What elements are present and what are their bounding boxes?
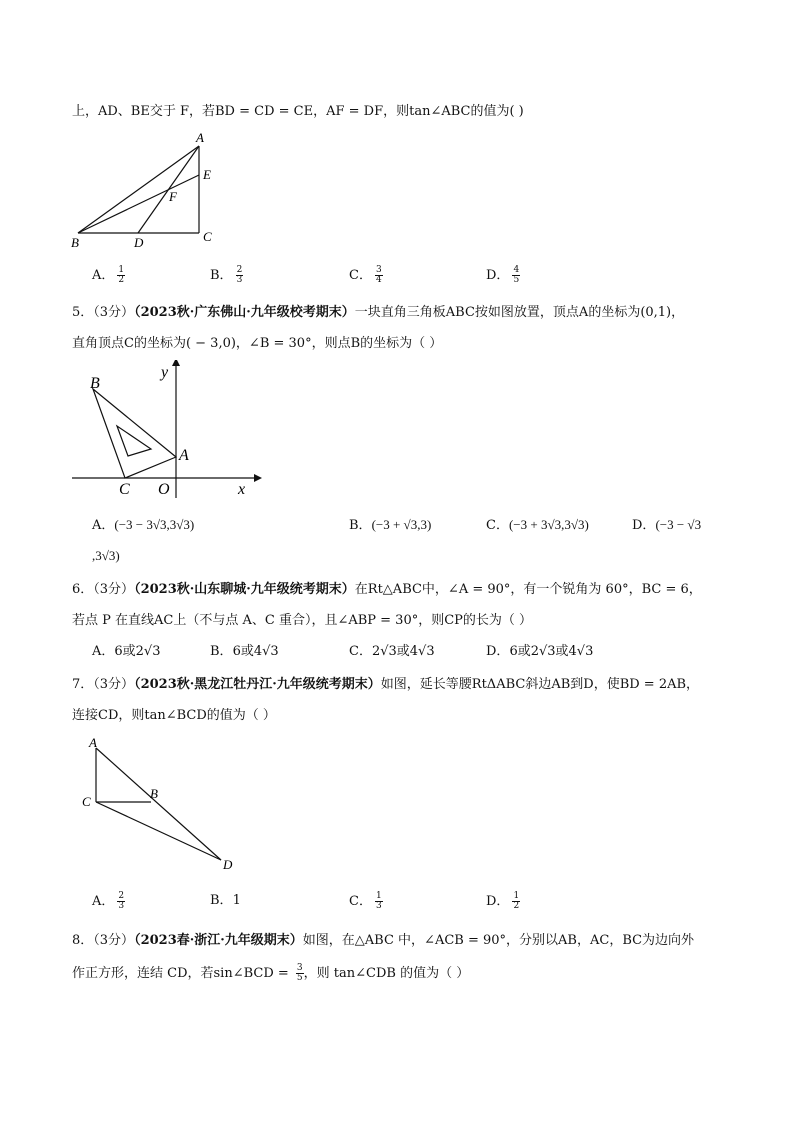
q4-stem: 上，AD、BE交于 F，若BD = CD = CE，AF = DF，则tan∠ABC的值为( ) <box>72 104 524 119</box>
q5-y-arrow <box>172 360 180 366</box>
q5-x-arrow <box>254 474 262 482</box>
q4-option-a[interactable]: A． $\frac{1}{2}$ <box>92 265 125 285</box>
q7-label-d: D <box>223 857 233 872</box>
q8-stem-line2: 作正方形，连结 CD，若sin∠BCD = $\frac{3}{5}$ ，则 tan∠CDB 的值为（ ） <box>72 963 470 983</box>
q7-label-b: B <box>150 786 158 801</box>
q7-figure <box>78 734 238 874</box>
q6-stem-line1: 6．（3分）（2023秋·山东聊城·九年级统考期末）在Rt△ABC中，∠A = 90°，有一个锐角为 60°，BC = 6， <box>72 582 702 597</box>
q5-stem-line2: 直角顶点C的坐标为( − 3,0)，∠B = 30°，则点B的坐标为（ ） <box>72 336 443 351</box>
q5-label-b: B <box>90 375 100 392</box>
q7-option-b[interactable]: B．1 <box>210 893 241 908</box>
q4-figure <box>68 128 228 250</box>
q5-option-b[interactable]: B．(−3 + √3,3) <box>349 517 432 533</box>
q7-option-d[interactable]: D． $\frac{1}{2}$ <box>486 891 520 911</box>
q7-stem-line2: 连接CD，则tan∠BCD的值为（ ） <box>72 708 276 723</box>
q5-stem-line1: 5．（3分）（2023秋·广东佛山·九年级校考期末）一块直角三角板ABC按如图放置，顶点A的坐标为(0,1)， <box>72 305 685 320</box>
q7-option-c[interactable]: C． $\frac{1}{3}$ <box>349 891 382 911</box>
q5-option-c[interactable]: C．(−3 + 3√3,3√3) <box>486 517 589 533</box>
q4-label-e: E <box>203 167 211 182</box>
q5-figure <box>68 360 268 500</box>
q5-triangle-inner <box>117 426 151 456</box>
q5-label-a: A <box>179 447 189 464</box>
q4-label-b: B <box>71 235 79 250</box>
q4-option-b[interactable]: B． $\frac{2}{3}$ <box>210 265 243 285</box>
q5-option-d[interactable]: D．(−3 − √3 <box>632 517 702 533</box>
q6-option-c[interactable]: C．2√3或4√3 <box>349 644 435 659</box>
q7-label-a: A <box>89 735 97 750</box>
q4-segment-ba <box>78 146 199 233</box>
q5-label-o: O <box>158 481 170 498</box>
q6-option-d[interactable]: D．6或2√3或4√3 <box>486 644 594 659</box>
q6-option-b[interactable]: B．6或4√3 <box>210 644 279 659</box>
q7-stem-line1: 7．（3分）（2023秋·黑龙江牡丹江·九年级统考期末）如图，延长等腰RtΔABC斜边AB到D，使BD = 2AB， <box>72 677 700 692</box>
q4-option-d[interactable]: D． $\frac{4}{5}$ <box>486 265 520 285</box>
q5-option-a[interactable]: A．(−3 − 3√3,3√3) <box>92 517 195 533</box>
q7-option-a[interactable]: A． $\frac{2}{3}$ <box>92 891 125 911</box>
q5-triangle-outer <box>93 389 176 478</box>
q5-label-x: x <box>238 481 246 498</box>
q6-option-a[interactable]: A．6或2√3 <box>92 644 161 659</box>
q4-option-c[interactable]: C． $\frac{3}{4}$ <box>349 265 382 285</box>
q7-segment-cd <box>96 802 221 860</box>
q4-label-c: C <box>203 229 212 244</box>
q6-stem-line2: 若点 P 在直线AC上（不与点 A、C 重合），且∠ABP = 30°，则CP的长为（ ） <box>72 613 533 628</box>
q4-segment-be <box>78 175 199 233</box>
q4-label-a: A <box>196 130 204 145</box>
q7-segment-ad <box>96 748 221 860</box>
q5-label-c: C <box>119 481 130 498</box>
q4-label-f: F <box>169 189 177 204</box>
q5-label-y: y <box>161 364 169 381</box>
q4-label-d: D <box>134 235 144 250</box>
q8-stem-line1: 8．（3分）（2023春·浙江·九年级期末）如图，在△ABC 中，∠ACB = 90°，分别以AB，AC，BC为边向外 <box>72 933 695 948</box>
q7-label-c: C <box>82 794 91 809</box>
q5-option-d-continued: ,3√3) <box>92 548 120 563</box>
